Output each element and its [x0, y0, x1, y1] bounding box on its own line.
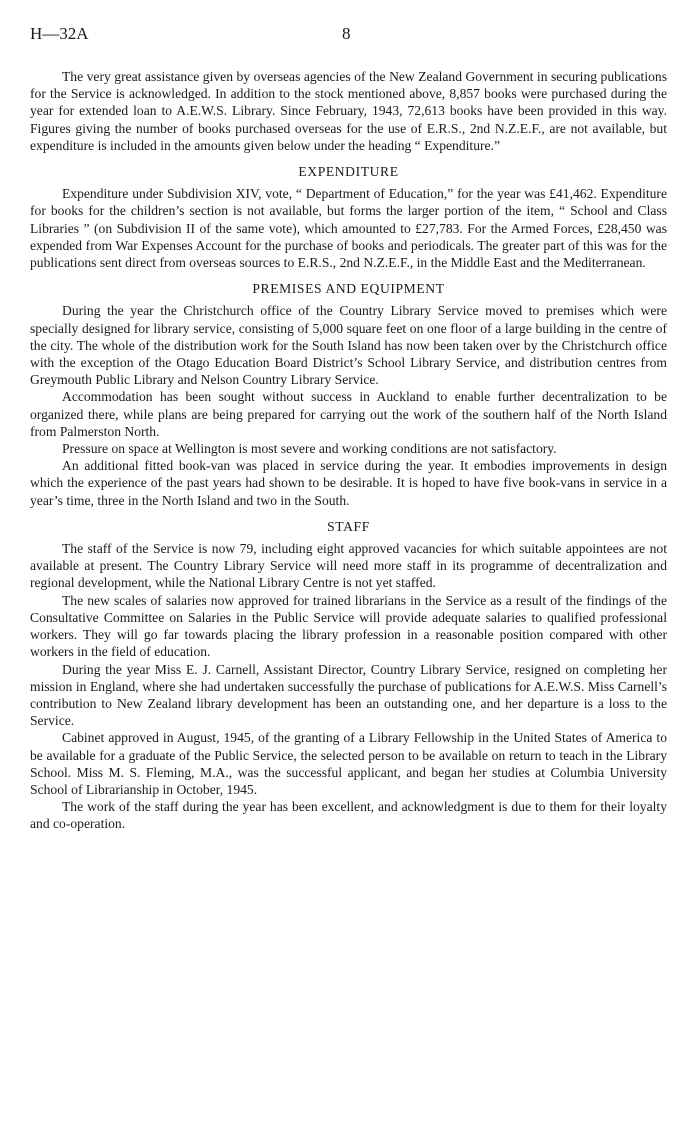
- premises-paragraph: During the year the Christchurch office of the Country Library Service moved to premises which were specially designed for library service, consisting of 5,000 square feet on one floor of a large building in the centre of the city. The whole of the distribution work for the South Island has now been taken over by the Christchurch office with the exception of the Otago Education Board District’s School Library Service, and distribution centres from Greymouth Public Library and Nelson Country Library Service.: [30, 303, 667, 388]
- staff-paragraph: During the year Miss E. J. Carnell, Assistant Director, Country Library Service, resigned on completing her mission in England, where she had undertaken successfully the purchase of publications for A.E.W.S. Miss Carnell’s contribution to New Zealand library development has been an outstanding one, and her departure is a loss to the Service.: [30, 661, 667, 729]
- staff-paragraph: The new scales of salaries now approved for trained librarians in the Service as a result of the findings of the Consultative Committee on Salaries in the Public Service will provide adequate salaries to qualified professional workers. They will go far towards placing the library profession in a reasonable position compared with other workers in the field of education.: [30, 592, 667, 660]
- premises-paragraph: Pressure on space at Wellington is most severe and working conditions are not satisfactory.: [62, 441, 557, 457]
- premises-paragraph: Accommodation has been sought without success in Auckland to enable further decentralization to be organized there, while plans are being prepared for carrying out the work of the southern half of the North Island from Palmerston North.: [30, 389, 667, 439]
- page-number: 8: [342, 24, 351, 43]
- document-reference: H—32A: [30, 24, 89, 43]
- document-page: [30, 24, 667, 833]
- intro-paragraph: The very great assistance given by overseas agencies of the New Zealand Government in securing publications for the Service is acknowledged. In addition to the stock mentioned above, 8,857 books were purchased during the year for extended loan to A.E.W.S. Library. Since February, 1943, 72,613 books have been provided in this way. Figures giving the number of books purchased overseas for the use of E.R.S., 2nd N.Z.E.F., are not available, but expenditure is included in the amounts given below under the heading “ Expenditure.”: [30, 69, 667, 153]
- expenditure-paragraph: Expenditure under Subdivision XIV, vote, “ Department of Education,” for the year was £41,462. Expenditure for books for the children’s section is not available, but forms the larger portion of the item, “ School and Class Libraries ” (on Subdivision II of the same vote), which amounted to £27,783. For the Armed Forces, £28,450 was expended from War Expenses Account for the purchase of books and periodicals. The greater part of this was for the publications sent direct from overseas sources to E.R.S., 2nd N.Z.E.F., in the Middle East and the Mediterranean.: [30, 186, 667, 271]
- staff-heading: STAFF: [327, 518, 370, 534]
- expenditure-heading: EXPENDITURE: [298, 164, 399, 180]
- staff-paragraph: The staff of the Service is now 79, including eight approved vacancies for which suitable appointees are not available at present. The Country Library Service will need more staff in its programme of decentralization and regional development, while the National Library Centre is not yet staffed.: [30, 541, 667, 591]
- premises-paragraph: An additional fitted book-van was placed in service during the year. It embodies improvements in design which the experience of the past years had shown to be desirable. It is hoped to have five book-vans in service in a year’s time, three in the North Island and two in the South.: [30, 458, 667, 508]
- document-body: [30, 68, 667, 833]
- page-header: [30, 24, 667, 50]
- staff-paragraph: The work of the staff during the year has been excellent, and acknowledgment is due to them for their loyalty and co-operation.: [30, 799, 667, 832]
- staff-paragraph: Cabinet approved in August, 1945, of the granting of a Library Fellowship in the United States of America to be available for a graduate of the Public Service, the selected person to be available on return to teach in the Library School. Miss M. S. Fleming, M.A., was the successful applicant, and began her studies at Columbia University School of Librarianship in October, 1945.: [30, 730, 667, 797]
- premises-heading: PREMISES AND EQUIPMENT: [252, 281, 445, 297]
